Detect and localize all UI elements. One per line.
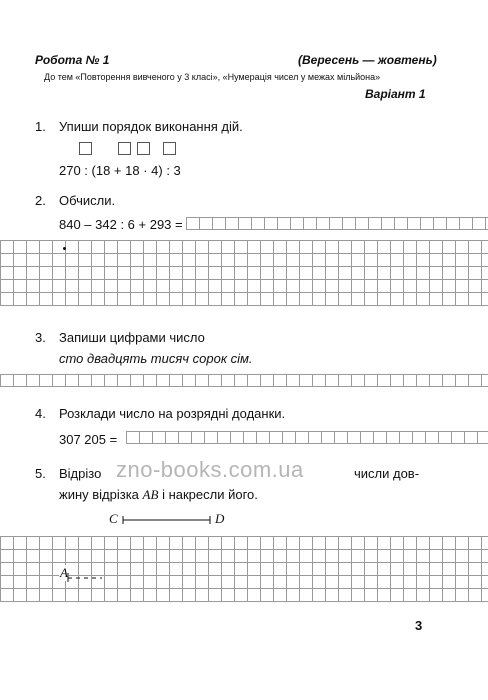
- task-number: 5.: [35, 466, 46, 481]
- task-text: Обчисли.: [59, 193, 116, 208]
- task-number: 2.: [35, 193, 46, 208]
- task-5-line-2: [59, 487, 258, 503]
- work-title: Робота № 1: [35, 53, 110, 67]
- task-1: [35, 119, 243, 134]
- period-label: (Вересень — жовтень): [298, 53, 437, 67]
- task-text-start: Відрізо: [59, 466, 102, 481]
- task-text: Розклади число на розрядні доданки.: [59, 406, 286, 421]
- task-number: 3.: [35, 330, 46, 345]
- answer-cells-row[interactable]: [0, 374, 488, 387]
- answer-cells-row[interactable]: [186, 217, 488, 230]
- task-text: і накресли його.: [162, 487, 258, 502]
- segment-ab-start: [66, 570, 106, 584]
- task-5-text-end: числи дов-: [354, 466, 420, 481]
- task-4-expression: 307 205 =: [59, 432, 118, 447]
- answer-cells-row[interactable]: [126, 431, 488, 444]
- dot-mark: [63, 247, 66, 250]
- order-box[interactable]: [79, 142, 92, 155]
- task-3: [35, 330, 205, 345]
- watermark: zno-books.com.ua: [116, 457, 304, 482]
- task-1-expression: 270 : (18 + 18 · 4) : 3: [59, 163, 181, 178]
- task-2-expression: 840 – 342 : 6 + 293 =: [59, 217, 183, 232]
- task-number: 1.: [35, 119, 46, 134]
- point-c-label: C: [109, 511, 118, 526]
- task-5: [35, 466, 101, 481]
- drawing-grid[interactable]: [0, 536, 488, 602]
- order-box[interactable]: [137, 142, 150, 155]
- work-grid[interactable]: [0, 240, 488, 306]
- segment-cd: [120, 513, 215, 527]
- topics-subtitle: До тем «Повторення вивченого у 3 класі», «Нумерація чисел у межах мільйона»: [44, 72, 381, 82]
- variant-label: Варіант 1: [365, 87, 426, 101]
- task-text: жину відрізка: [59, 487, 139, 502]
- task-3-number-words: сто двадцять тисяч сорок сім.: [59, 351, 253, 366]
- task-text: Запиши цифрами число: [59, 330, 205, 345]
- task-number: 4.: [35, 406, 46, 421]
- point-d-label: D: [215, 511, 225, 526]
- order-box[interactable]: [163, 142, 176, 155]
- task-2: [35, 193, 115, 208]
- page-number: 3: [415, 618, 423, 633]
- point-a-label: A: [60, 565, 68, 580]
- task-4: [35, 406, 285, 421]
- segment-name: AB: [142, 487, 159, 502]
- task-text: Упиши порядок виконання дій.: [59, 119, 243, 134]
- order-box[interactable]: [118, 142, 131, 155]
